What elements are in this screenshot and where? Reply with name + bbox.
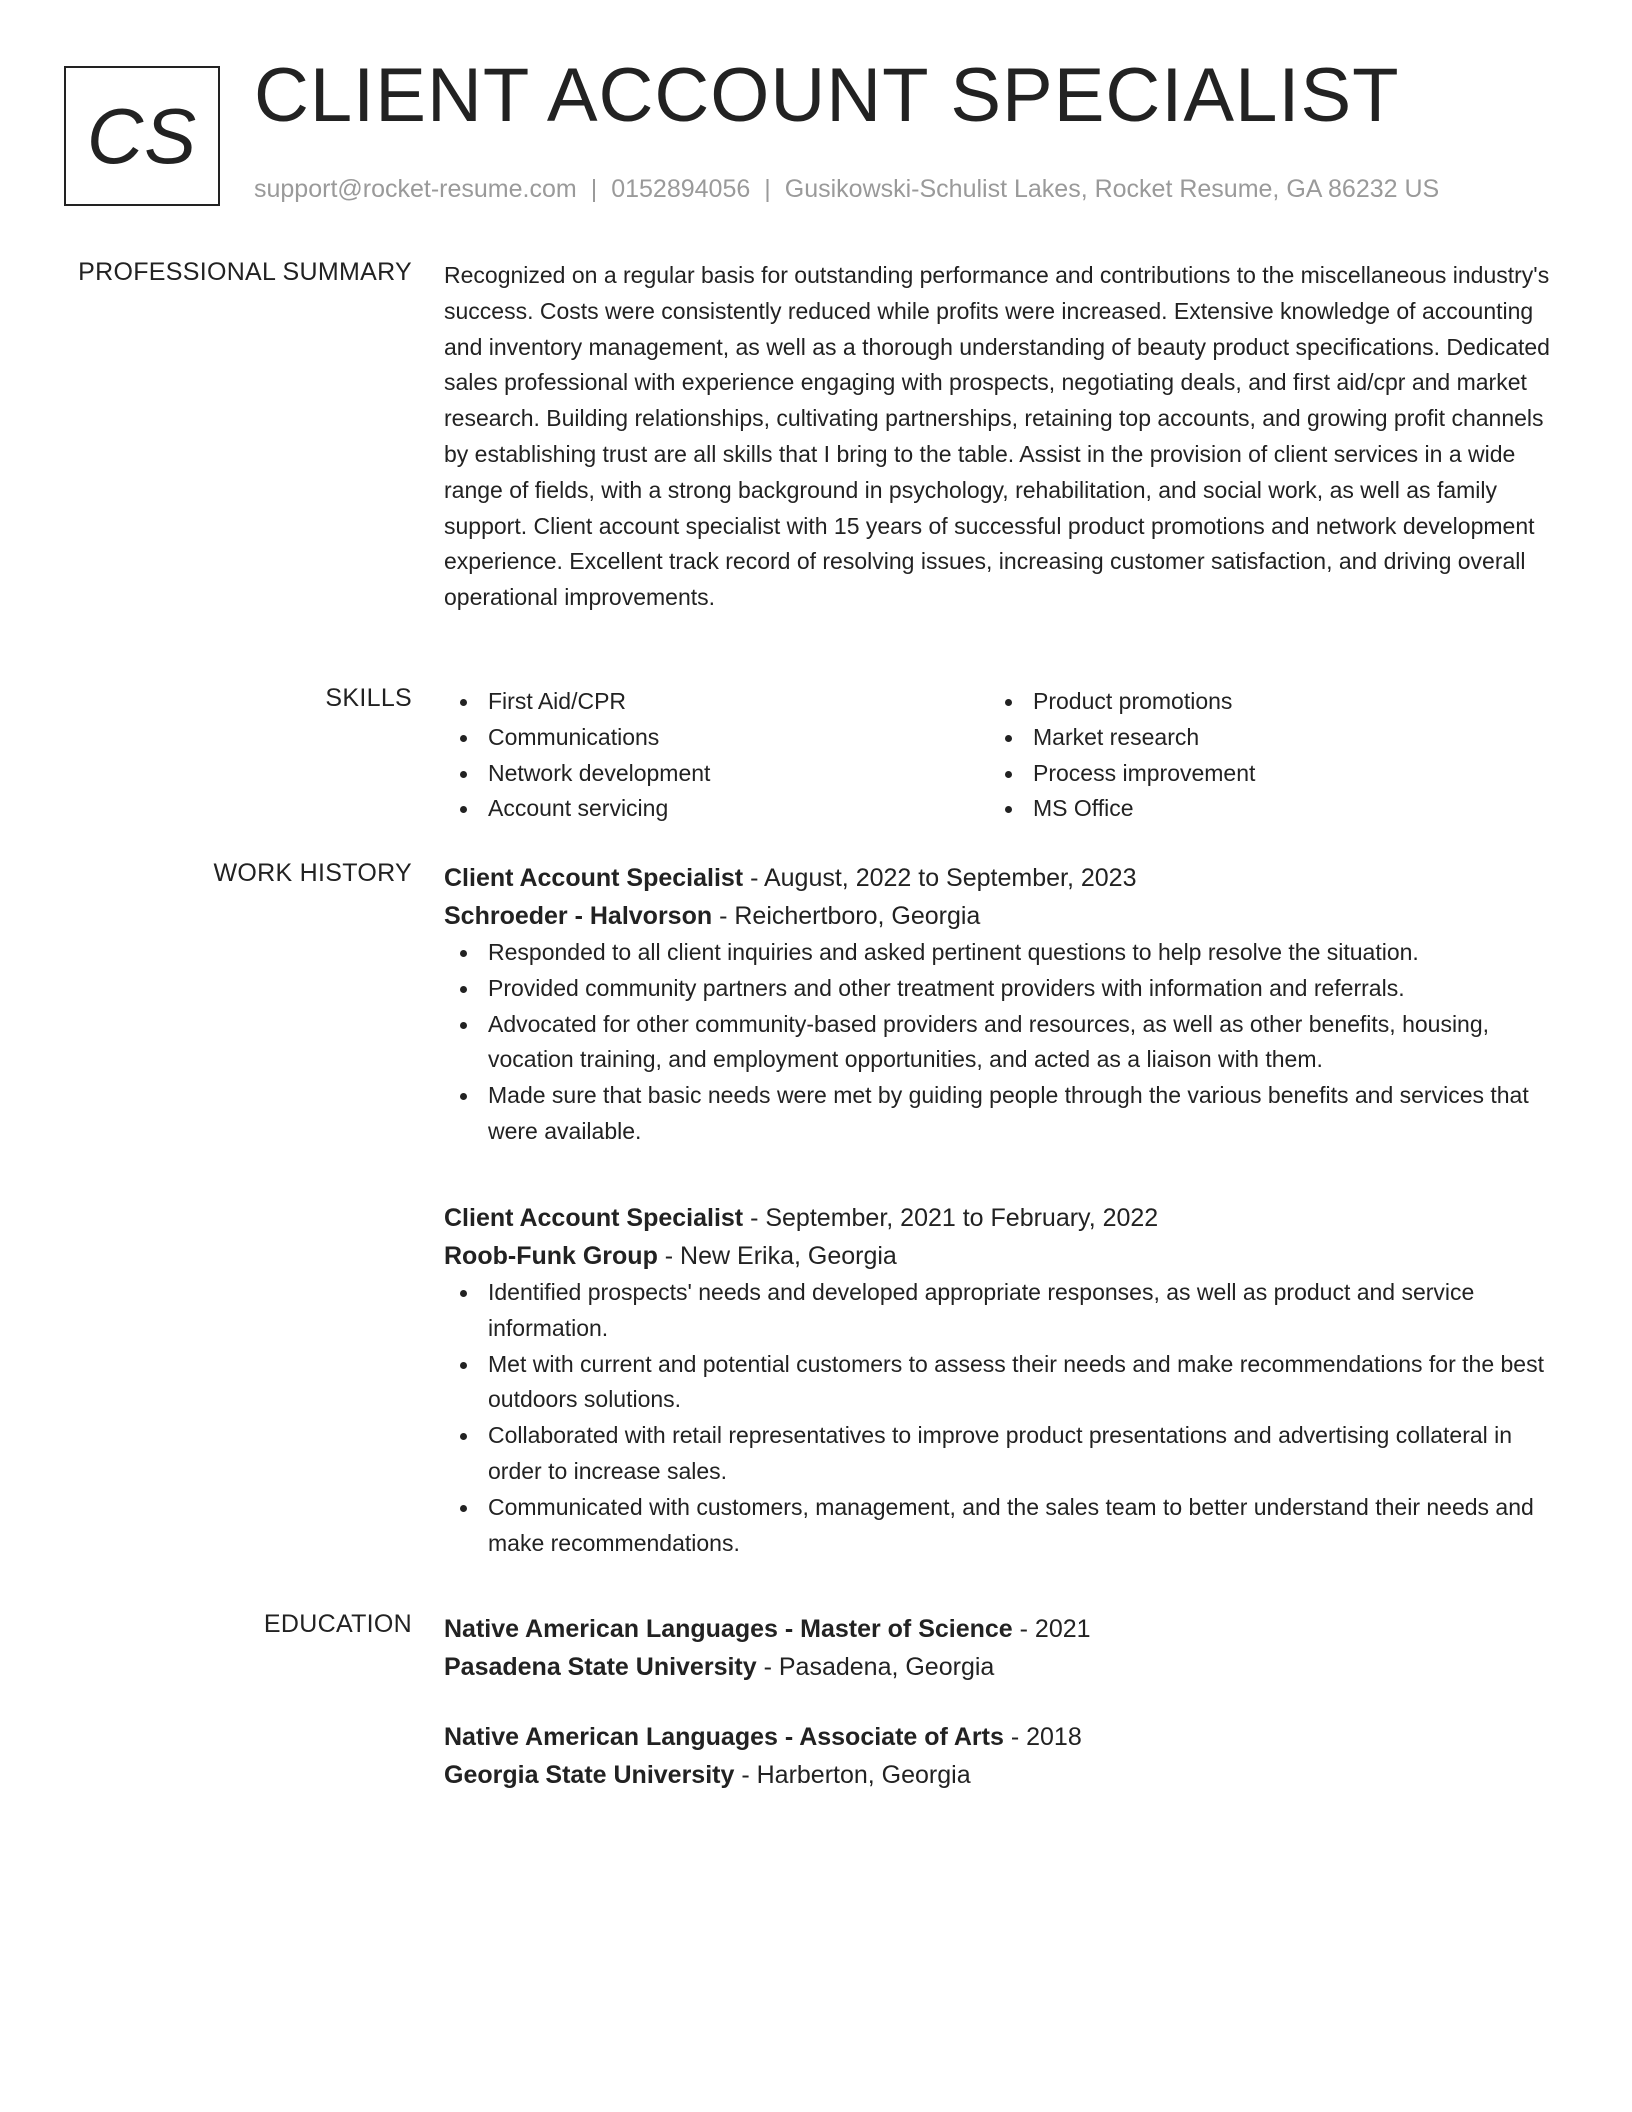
skill-item: Communications (444, 720, 989, 756)
job-title-line (444, 1199, 1556, 1237)
job-title: Client Account Specialist (444, 864, 744, 892)
monogram-logo: CS (64, 66, 220, 206)
school: Pasadena State University (444, 1653, 757, 1681)
school-location: - Harberton, Georgia (734, 1761, 971, 1789)
degree-year: - 2021 (1012, 1615, 1091, 1643)
skill-item: First Aid/CPR (444, 684, 989, 720)
skills-heading: SKILLS (325, 684, 412, 712)
job-bullet: Responded to all client inquiries and asked pertinent questions to help resolve the situation. (444, 935, 1556, 971)
job-bullet: Collaborated with retail representatives to improve product presentations and advertising collateral in order to increase sales. (444, 1418, 1556, 1490)
skill-item: Network development (444, 756, 989, 792)
job-entry (444, 1199, 1556, 1561)
skills-body (444, 684, 1556, 827)
address: Gusikowski-Schulist Lakes, Rocket Resume, GA 86232 US (784, 175, 1440, 203)
degree: Native American Languages - Associate of Arts (444, 1723, 1004, 1751)
skill-item: Account servicing (444, 791, 989, 827)
school-line (444, 1648, 1556, 1686)
job-bullet: Made sure that basic needs were met by guiding people through the various benefits and services that were available. (444, 1078, 1556, 1150)
skills-list-left (444, 684, 989, 827)
job-bullet: Advocated for other community-based providers and resources, as well as other benefits, housing, vocation training, and employment opportunities, and acted as a liaison with them. (444, 1007, 1556, 1079)
work-body (444, 859, 1556, 1556)
skill-item: Product promotions (989, 684, 1534, 720)
job-company: Roob-Funk Group (444, 1242, 658, 1270)
education-entry (444, 1718, 1556, 1794)
summary-heading: PROFESSIONAL SUMMARY (78, 258, 412, 286)
phone-number: 0152894056 (611, 175, 751, 203)
job-company-line (444, 1237, 1556, 1275)
job-company: Schroeder - Halvorson (444, 902, 713, 930)
separator: | (590, 175, 598, 203)
skills-list-right (989, 684, 1534, 827)
job-title-line (444, 859, 1556, 897)
job-title: Client Account Specialist (444, 1204, 744, 1232)
job-dates: - September, 2021 to February, 2022 (743, 1204, 1159, 1232)
education-heading: EDUCATION (263, 1610, 412, 1638)
job-location: - Reichertboro, Georgia (712, 902, 981, 930)
school: Georgia State University (444, 1761, 735, 1789)
degree-line (444, 1718, 1556, 1756)
job-entry (444, 859, 1556, 1150)
page-title: CLIENT ACCOUNT SPECIALIST (254, 53, 1400, 138)
summary-text: Recognized on a regular basis for outstanding performance and contributions to the miscellaneous industry's success. Costs were consistently reduced while profits were increased. Extensive knowledge of accounting and inventory management, as well as a thorough understanding of beauty product specifications. Dedicated sales professional with experience engaging with prospects, negotiating deals, and first aid/cpr and market research. Building relationships, cultivating partnerships, retaining top accounts, and growing profit channels by establishing trust are all skills that I bring to the table. Assist in the provision of client services in a wide range of fields, with a strong background in psychology, rehabilitation, and social work, as well as family support. Client account specialist with 15 years of successful product promotions and network development experience. Excellent track record of resolving issues, increasing customer satisfaction, and driving overall operational improvements. (444, 262, 1550, 611)
separator: | (764, 175, 771, 203)
school-location: - Pasadena, Georgia (756, 1653, 995, 1681)
skill-item: Market research (989, 720, 1534, 756)
degree: Native American Languages - Master of Science (444, 1615, 1013, 1643)
summary-body (444, 258, 1556, 616)
education-entry (444, 1610, 1556, 1686)
work-heading: WORK HISTORY (213, 859, 412, 887)
job-bullet: Met with current and potential customers to assess their needs and make recommendations for the best outdoors solutions. (444, 1347, 1556, 1419)
school-line (444, 1756, 1556, 1794)
email-link[interactable]: support@rocket-resume.com (254, 175, 577, 203)
job-company-line (444, 897, 1556, 935)
job-bullets (444, 1275, 1556, 1561)
contact-line (254, 174, 1439, 204)
degree-line (444, 1610, 1556, 1648)
job-bullet: Identified prospects' needs and developed appropriate responses, as well as product and service information. (444, 1275, 1556, 1347)
job-dates: - August, 2022 to September, 2023 (743, 864, 1137, 892)
skill-item: Process improvement (989, 756, 1534, 792)
skill-item: MS Office (989, 791, 1534, 827)
job-bullets (444, 935, 1556, 1150)
job-bullet: Provided community partners and other treatment providers with information and referrals. (444, 971, 1556, 1007)
education-body (444, 1610, 1556, 1789)
job-location: - New Erika, Georgia (657, 1242, 897, 1270)
degree-year: - 2018 (1003, 1723, 1082, 1751)
job-bullet: Communicated with customers, management, and the sales team to better understand their needs and make recommendations. (444, 1490, 1556, 1562)
